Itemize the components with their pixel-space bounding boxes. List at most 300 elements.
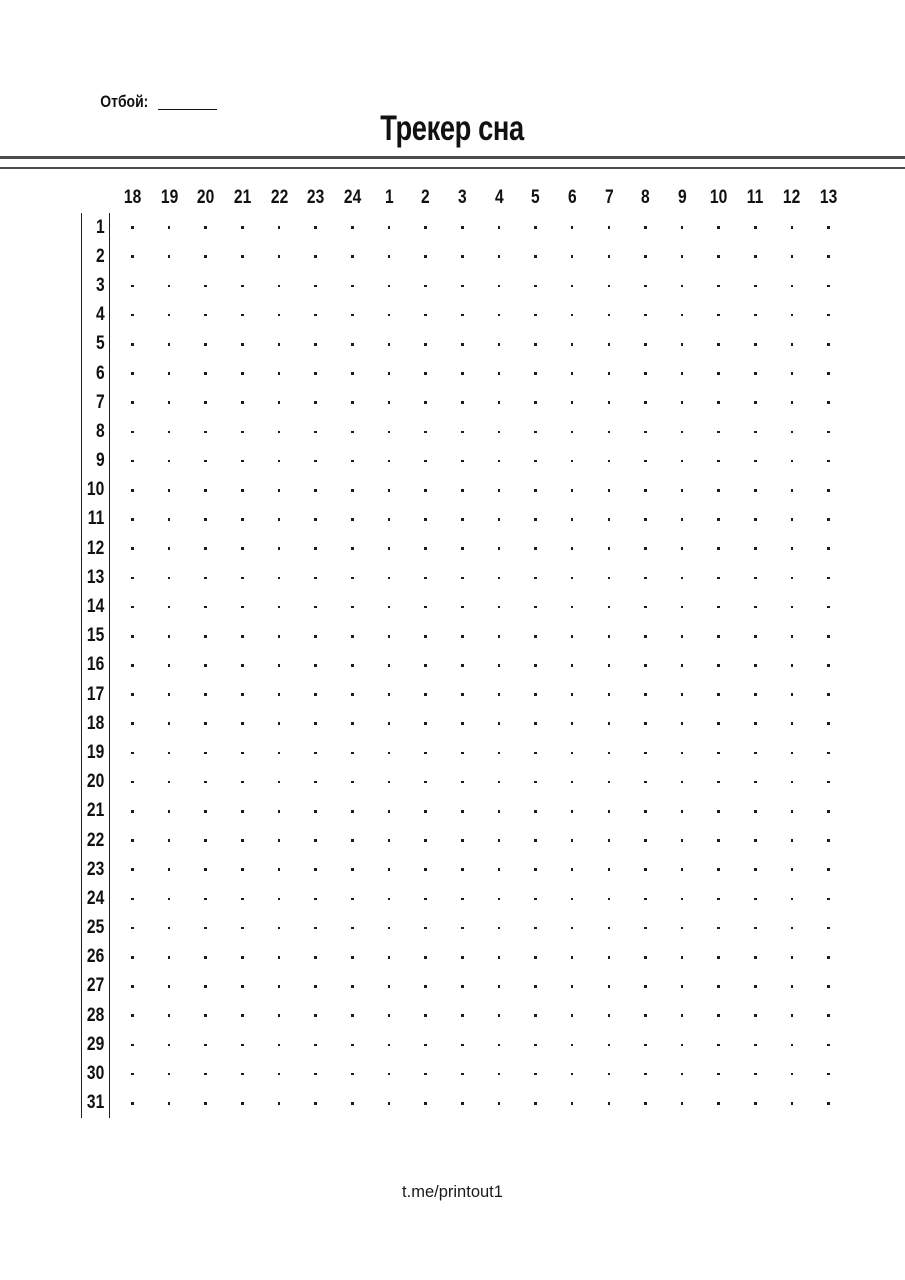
dot-marker [388,868,391,871]
sleep-dot-cell [554,388,591,417]
sleep-dot-cell [371,651,408,680]
dot-marker [461,1073,464,1076]
dot-marker [717,431,720,434]
sleep-dot-cell [371,359,408,388]
dot-marker [461,226,464,229]
sleep-dot-cell [261,330,298,359]
dots-strip [114,914,847,943]
sleep-dot-cell [371,943,408,972]
sleep-dot-cell [517,563,554,592]
dot-marker [498,693,501,696]
dot-marker [608,868,611,871]
sleep-dot-cell [517,914,554,943]
dot-marker [204,606,207,609]
sleep-dot-cell [224,1059,261,1088]
dot-marker [314,489,317,492]
dot-marker [498,752,501,755]
sleep-dot-cell [591,505,628,534]
dot-marker [608,1044,611,1047]
sleep-dot-cell [700,709,737,738]
sleep-dot-cell [224,709,261,738]
dot-marker [681,1014,684,1017]
dot-marker [168,985,171,988]
dot-marker [791,518,794,521]
dot-marker [498,1014,501,1017]
dot-marker [571,635,574,638]
dots-strip [114,768,847,797]
dot-marker [424,314,427,317]
sleep-dot-cell [737,1001,774,1030]
dot-marker [388,1044,391,1047]
dot-marker [351,722,354,725]
dot-marker [644,547,647,550]
dot-marker [608,693,611,696]
dot-marker [644,489,647,492]
sleep-dot-cell [774,914,811,943]
dot-marker [388,314,391,317]
sleep-dot-cell [187,768,224,797]
dot-marker [351,606,354,609]
dot-marker [754,489,757,492]
dot-marker [314,839,317,842]
sleep-dot-cell [517,359,554,388]
sleep-dot-cell [591,797,628,826]
sleep-dot-cell [334,1001,371,1030]
sleep-dot-cell [810,943,847,972]
dot-marker [754,635,757,638]
sleep-dot-cell [481,884,518,913]
sleep-dot-cell [700,1059,737,1088]
sleep-dot-cell [554,476,591,505]
sleep-dot-cell [114,680,151,709]
dot-marker [534,868,537,871]
dot-marker [388,518,391,521]
dot-marker [168,226,171,229]
dot-marker [534,635,537,638]
hour-label-text: 13 [820,186,838,208]
dot-marker [681,431,684,434]
dot-marker [131,372,134,375]
dot-marker [534,255,537,258]
sleep-dot-cell [407,563,444,592]
sleep-dot-cell [407,1030,444,1059]
sleep-dot-cell [591,622,628,651]
sleep-dot-cell [737,943,774,972]
dot-marker [534,664,537,667]
sleep-dot-cell [700,622,737,651]
sleep-dot-cell [444,359,481,388]
sleep-dot-cell [627,301,664,330]
sleep-dot-cell [627,476,664,505]
dot-marker [278,956,281,959]
dot-marker [204,255,207,258]
sleep-dot-cell [224,972,261,1001]
dot-marker [388,635,391,638]
sleep-dot-cell [261,417,298,446]
dot-marker [608,431,611,434]
day-label-text: 13 [86,566,105,588]
dot-marker [314,927,317,930]
dot-marker [351,401,354,404]
dot-marker [461,956,464,959]
dot-marker [498,722,501,725]
sleep-dot-cell [700,855,737,884]
dot-marker [717,460,720,463]
hour-label-text: 10 [710,186,728,208]
hour-label-text: 7 [604,186,614,208]
day-row [0,330,847,359]
dot-marker [498,635,501,638]
dot-marker [827,1102,830,1105]
dot-marker [608,255,611,258]
sleep-dot-cell [481,797,518,826]
dot-marker [278,255,281,258]
sleep-dot-cell [737,680,774,709]
sleep-dot-cell [737,622,774,651]
hour-label-text: 19 [160,186,178,208]
dot-marker [717,839,720,842]
dot-marker [388,372,391,375]
dot-marker [791,985,794,988]
dot-marker [424,577,427,580]
sleep-dot-cell [261,797,298,826]
sleep-dot-cell [151,301,188,330]
sleep-dot-cell [554,505,591,534]
day-label-text: 25 [86,917,105,939]
dot-marker [388,722,391,725]
dot-marker [827,693,830,696]
sleep-dot-cell [774,505,811,534]
dot-marker [534,343,537,346]
sleep-dot-cell [481,388,518,417]
dot-marker [644,606,647,609]
sleep-dot-cell [554,1001,591,1030]
sleep-dot-cell [481,768,518,797]
sleep-dot-cell [591,563,628,592]
dot-marker [424,927,427,930]
dots-strip [114,388,847,417]
dot-marker [424,460,427,463]
dot-marker [827,722,830,725]
dot-marker [717,1073,720,1076]
sleep-dot-cell [664,417,701,446]
sleep-dot-cell [591,680,628,709]
dot-marker [608,664,611,667]
day-label [81,855,110,884]
day-label-text: 28 [86,1004,105,1026]
sleep-dot-cell [114,914,151,943]
dot-marker [791,547,794,550]
sleep-dot-cell [334,1089,371,1118]
sleep-dot-cell [187,505,224,534]
sleep-dot-cell [297,359,334,388]
dot-marker [608,343,611,346]
dot-marker [534,518,537,521]
sleep-dot-cell [774,680,811,709]
hour-label [371,182,408,213]
dot-marker [204,722,207,725]
dot-marker [608,226,611,229]
dot-marker [571,431,574,434]
sleep-dot-cell [444,943,481,972]
dot-marker [681,489,684,492]
dot-marker [791,314,794,317]
sleep-dot-cell [554,768,591,797]
dot-marker [681,372,684,375]
dot-marker [241,401,244,404]
sleep-dot-cell [224,651,261,680]
dots-strip [114,301,847,330]
sleep-dot-cell [407,768,444,797]
dot-marker [131,664,134,667]
dot-marker [791,372,794,375]
dot-marker [241,577,244,580]
dot-marker [534,985,537,988]
dot-marker [351,460,354,463]
dot-marker [827,343,830,346]
dot-marker [827,518,830,521]
dot-marker [754,927,757,930]
sleep-dot-cell [407,914,444,943]
dot-marker [424,752,427,755]
dot-marker [241,1014,244,1017]
dot-marker [424,635,427,638]
dot-marker [717,898,720,901]
dot-marker [204,372,207,375]
sleep-dot-cell [481,359,518,388]
dots-strip [114,447,847,476]
dot-marker [644,985,647,988]
sleep-dot-cell [737,1059,774,1088]
sleep-dot-cell [517,388,554,417]
day-row [0,738,847,767]
sleep-dot-cell [187,943,224,972]
sleep-dot-cell [554,943,591,972]
sleep-dot-cell [737,768,774,797]
sleep-dot-cell [810,534,847,563]
hour-label [810,182,847,213]
dot-marker [314,722,317,725]
dot-marker [168,664,171,667]
sleep-dot-cell [187,301,224,330]
sleep-dot-cell [114,417,151,446]
dot-marker [461,285,464,288]
dot-marker [351,956,354,959]
sleep-dot-cell [810,855,847,884]
dot-marker [498,839,501,842]
sleep-dot-cell [297,417,334,446]
sleep-dot-cell [114,447,151,476]
sleep-dot-cell [297,1001,334,1030]
dot-marker [168,1044,171,1047]
sleep-dot-cell [261,680,298,709]
day-label-text: 11 [87,508,105,530]
sleep-dot-cell [700,476,737,505]
sleep-dot-cell [517,592,554,621]
sleep-dot-cell [371,534,408,563]
sleep-dot-cell [151,563,188,592]
sleep-dot-cell [297,271,334,300]
dot-marker [754,1073,757,1076]
dot-marker [241,664,244,667]
dot-marker [241,635,244,638]
day-label-text: 21 [86,800,105,822]
dot-marker [791,1014,794,1017]
sleep-dot-cell [810,797,847,826]
dot-marker [827,372,830,375]
sleep-dot-cell [627,972,664,1001]
sleep-dot-cell [187,447,224,476]
day-label-text: 8 [96,420,106,442]
day-row [0,271,847,300]
dot-marker [754,226,757,229]
sleep-dot-cell [591,388,628,417]
sleep-dot-cell [774,709,811,738]
dot-marker [644,868,647,871]
dot-marker [534,606,537,609]
dots-strip [114,242,847,271]
dot-marker [351,635,354,638]
dot-marker [131,1014,134,1017]
dot-marker [278,285,281,288]
dot-marker [388,927,391,930]
day-label-text: 16 [86,654,105,676]
dot-marker [754,606,757,609]
dot-marker [241,431,244,434]
dot-marker [608,314,611,317]
dot-marker [241,226,244,229]
sleep-dot-cell [407,476,444,505]
sleep-dot-cell [517,884,554,913]
hour-label [664,182,701,213]
dot-marker [754,255,757,258]
dot-marker [314,226,317,229]
sleep-dot-cell [591,476,628,505]
sleep-dot-cell [297,884,334,913]
sleep-dot-cell [444,330,481,359]
dot-marker [314,868,317,871]
day-label [81,563,110,592]
dot-marker [388,839,391,842]
day-label-text: 1 [96,216,106,238]
sleep-dot-cell [481,651,518,680]
day-row [0,622,847,651]
sleep-dot-cell [810,1059,847,1088]
sleep-dot-cell [517,826,554,855]
sleep-dot-cell [810,738,847,767]
sleep-dot-cell [371,447,408,476]
dots-strip [114,680,847,709]
dot-marker [278,664,281,667]
hour-label [151,182,188,213]
dot-marker [681,314,684,317]
sleep-dot-cell [407,213,444,242]
sleep-dot-cell [481,855,518,884]
dot-marker [498,489,501,492]
day-label [81,943,110,972]
dot-marker [314,956,317,959]
dot-marker [791,1073,794,1076]
sleep-dot-cell [810,972,847,1001]
sleep-dot-cell [151,651,188,680]
sleep-dot-cell [407,301,444,330]
dot-marker [241,255,244,258]
sleep-dot-cell [114,271,151,300]
day-label [81,1001,110,1030]
dot-marker [717,810,720,813]
dot-marker [388,343,391,346]
sleep-dot-cell [481,417,518,446]
dot-marker [644,693,647,696]
sleep-dot-cell [261,242,298,271]
dot-marker [571,722,574,725]
day-row [0,213,847,242]
dot-marker [424,664,427,667]
dot-marker [424,285,427,288]
dots-strip [114,855,847,884]
sleep-dot-cell [737,914,774,943]
dot-marker [644,372,647,375]
sleep-dot-cell [664,1059,701,1088]
sleep-dot-cell [114,534,151,563]
sleep-dot-cell [627,914,664,943]
day-label [81,534,110,563]
sleep-dot-cell [481,943,518,972]
dot-marker [608,956,611,959]
dots-strip [114,709,847,738]
sleep-dot-cell [554,563,591,592]
day-label-text: 10 [86,479,105,501]
dot-marker [681,781,684,784]
dot-marker [608,577,611,580]
dot-marker [168,431,171,434]
sleep-dot-cell [371,592,408,621]
dot-marker [131,956,134,959]
footer-link[interactable]: t.me/printout1 [402,1183,503,1201]
sleep-dot-cell [481,563,518,592]
dot-marker [314,1014,317,1017]
dot-marker [131,431,134,434]
sleep-dot-cell [407,447,444,476]
sleep-dot-cell [187,330,224,359]
dot-marker [644,664,647,667]
dot-marker [168,606,171,609]
sleep-dot-cell [664,592,701,621]
sleep-dot-cell [114,1089,151,1118]
day-label-text: 14 [86,596,105,618]
sleep-dot-cell [517,301,554,330]
title-divider-line-bottom [0,167,905,170]
dot-marker [608,898,611,901]
dot-marker [314,314,317,317]
dot-marker [534,489,537,492]
dot-marker [791,635,794,638]
sleep-dot-cell [664,943,701,972]
sleep-dot-cell [261,301,298,330]
sleep-dot-cell [371,826,408,855]
sleep-dot-cell [664,680,701,709]
dot-marker [791,1044,794,1047]
sleep-dot-cell [554,972,591,1001]
sleep-dot-cell [407,884,444,913]
dot-marker [278,547,281,550]
dot-marker [241,1073,244,1076]
dot-marker [754,781,757,784]
dot-marker [754,956,757,959]
day-label-text: 12 [86,537,105,559]
sleep-dot-cell [151,417,188,446]
sleep-dot-cell [737,592,774,621]
